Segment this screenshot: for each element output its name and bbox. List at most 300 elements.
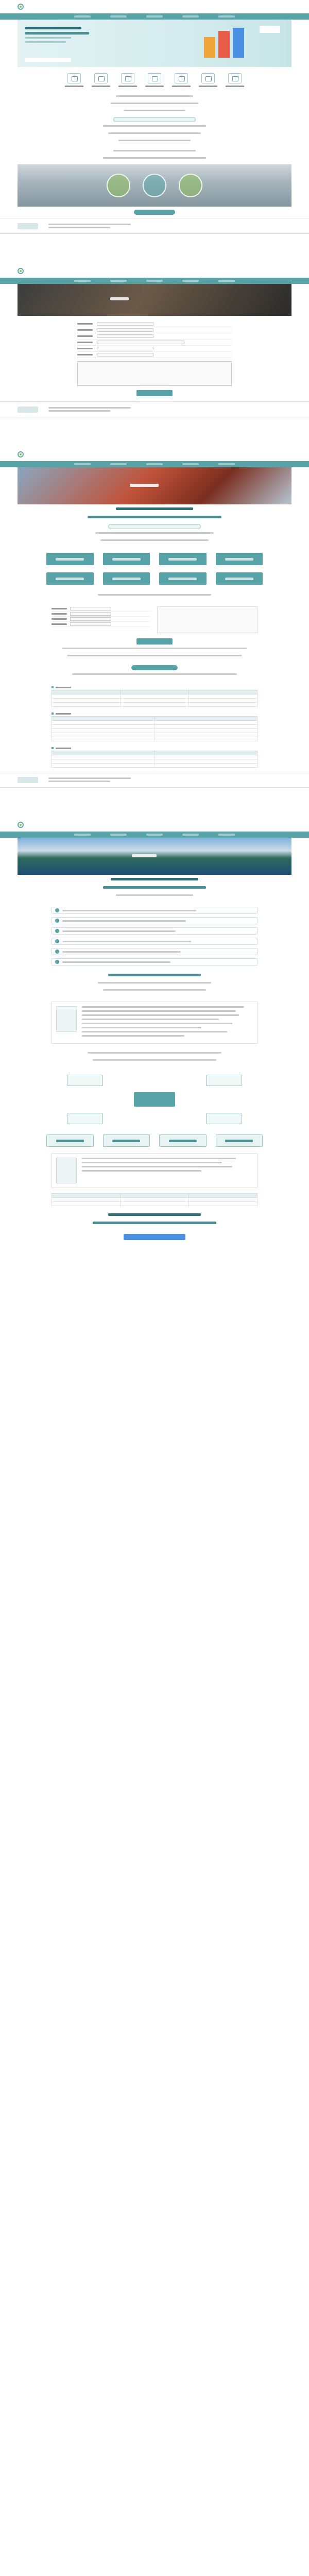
footer-line [48,227,110,228]
table-cell [52,703,121,707]
list-item-text [62,910,196,911]
table-header [154,717,258,721]
solar-panel-icon [67,73,81,83]
process-heading-2 [88,516,221,518]
table-cell [154,725,258,729]
benefit-list [52,907,258,965]
overview-line [116,894,193,896]
detail-line [82,1010,236,1012]
intro-text-2 [0,147,309,164]
intro-line [113,150,196,151]
overview-line [98,982,211,984]
logo-icon [18,268,24,274]
list-item-text [62,961,170,963]
sub-hero [18,284,291,316]
feature-circle [179,174,202,197]
table-cell [52,721,155,725]
nav-item[interactable] [74,280,91,282]
number-icon [55,939,59,943]
footer-line [48,781,110,782]
feature-banner [18,164,291,207]
closing-heading [108,1213,201,1216]
nav-item[interactable] [182,463,199,465]
footer-logo [18,223,38,229]
inquiry-section [0,264,309,417]
section-gap [0,787,309,818]
nav-item[interactable] [74,15,91,18]
diagram-center [134,1092,175,1107]
chart-icon [148,73,161,83]
sub-hero [18,467,291,504]
notice-text [0,645,309,662]
process-highlight [108,524,201,529]
nav-item[interactable] [182,280,199,282]
bullet-icon [52,713,54,715]
header [0,0,309,13]
table-cell [52,1202,121,1206]
list-item [52,907,258,914]
structure-line [88,1052,221,1054]
apply-heading [0,591,309,601]
footer [0,218,309,233]
form-input[interactable] [70,612,111,616]
sub-hero-title [110,297,129,300]
intro-line [103,125,206,127]
flow-step-label [225,1140,253,1142]
schedule-table [52,745,258,768]
table [52,690,258,707]
sub-hero-title [132,854,157,857]
nav-item[interactable] [182,15,199,18]
detail-line [82,1031,227,1032]
table-cell [121,694,189,699]
table-row [52,699,258,703]
logo[interactable] [18,4,26,10]
list-item [52,927,258,935]
table-row [52,729,258,733]
form-input[interactable] [97,334,153,338]
overview-line [103,989,206,991]
logo-icon [18,822,24,828]
detail-box [52,1002,258,1044]
feature-circle [107,174,130,197]
table [52,751,258,768]
form-label [77,348,93,349]
table-title [52,685,258,690]
form-input[interactable] [97,347,153,350]
nav-item[interactable] [218,280,235,282]
notice-line [67,655,242,656]
table-header [52,1194,121,1198]
overview-intro [0,875,309,902]
form-row [52,617,151,622]
quick-menu-item[interactable] [224,73,246,87]
form-input[interactable] [97,341,184,344]
quick-menu-item[interactable] [117,73,139,87]
form-row [77,346,232,352]
footer-line [48,407,131,409]
footer [0,401,309,417]
table-header [189,1194,258,1198]
building-icon [56,1158,77,1183]
table-header-row [52,1194,258,1198]
quick-menu-label [92,86,110,87]
notice-line [62,648,247,649]
table-cell [189,1198,258,1202]
form-row [77,333,232,340]
partner-line [82,1162,222,1163]
footer [0,772,309,787]
detail-line [82,1027,201,1028]
number-icon [55,919,59,923]
list-item-text [62,951,181,953]
documents-table [52,711,258,741]
table-cell [154,755,258,759]
section-gap [0,417,309,448]
structure-diagram [62,1072,247,1128]
quick-menu-label [65,86,83,87]
detail-line [82,1035,184,1037]
form-input[interactable] [70,617,111,621]
wrench-icon [201,73,215,83]
message-textarea[interactable] [77,361,232,386]
graphic-bar [218,31,230,58]
quick-menu-item[interactable] [144,73,165,87]
form-label [52,613,67,615]
flow-step [159,553,207,565]
nav-item[interactable] [218,834,235,836]
quick-menu-label [118,86,137,87]
structure-line [93,1059,216,1061]
document-icon [56,1006,77,1032]
form-row [77,327,232,333]
flow-step-label [56,1140,84,1142]
main-nav [0,461,309,467]
partner-line [82,1170,201,1172]
apply-button[interactable] [136,638,173,645]
table-cell [52,764,155,768]
table-cell [52,1198,121,1202]
process-heading [116,507,193,510]
bullet-icon [52,686,54,688]
quick-menu-label [145,86,164,87]
table-header-row [52,690,258,694]
flow-step-label [168,578,197,580]
phone-icon [228,73,242,83]
table-cell [154,721,258,725]
requirements-line [72,673,237,675]
table-row [52,1202,258,1206]
quick-menu-item[interactable] [90,73,112,87]
form-label [52,618,67,620]
list-item [52,958,258,965]
flow-step-label [56,558,84,561]
quick-menu [0,67,309,92]
table-title [52,711,258,716]
flow-step [216,553,263,565]
header [0,818,309,832]
list-item [52,917,258,924]
form-label [77,329,93,331]
form-row [77,352,232,358]
table-cell [154,729,258,733]
process-line [95,532,214,534]
table-header-row [52,751,258,755]
list-item-text [62,920,186,922]
nav-item[interactable] [110,463,127,465]
table-row [52,694,258,699]
form-row [52,606,151,612]
list-item [52,948,258,955]
form-row [52,622,151,627]
diagram-node [206,1075,242,1086]
form-label [77,342,93,343]
nav-item[interactable] [110,15,127,18]
table-header [121,690,189,694]
partner-line [82,1158,236,1159]
hero-title [25,27,81,29]
nav-item[interactable] [218,15,235,18]
quick-menu-item[interactable] [63,73,85,87]
table-cell [189,699,258,703]
flow-step [159,572,207,585]
home-section [0,0,309,233]
hero-badge [260,26,280,33]
section-gap [0,233,309,264]
hero-graphic [188,25,255,61]
intro-text [0,92,309,147]
graphic-bar [204,37,215,58]
form-input[interactable] [70,622,111,626]
flow-step [46,553,94,565]
flow-step [103,553,150,565]
table-row [52,725,258,729]
table-cell [189,1202,258,1206]
diagram-node [67,1075,103,1086]
table-cell [121,699,189,703]
form-row [77,321,232,327]
number-icon [55,929,59,933]
diagram-node [67,1113,103,1124]
flow-step [159,1134,207,1147]
table-header [189,690,258,694]
inquiry-form [77,321,232,396]
nav-item[interactable] [74,463,91,465]
logo-icon [18,451,24,457]
flow-step-label [225,578,253,580]
overview-section [0,818,309,1244]
structure-intro [0,1049,309,1066]
nav-item[interactable] [182,834,199,836]
flow-step-label [112,1140,140,1142]
nav-item[interactable] [146,280,163,282]
nav-item[interactable] [74,834,91,836]
table-row [52,703,258,707]
building-icon [175,73,188,83]
intro-line [118,140,191,141]
flow-step [46,1134,94,1147]
process-intro [0,504,309,547]
quick-menu-label [172,86,191,87]
table-header [52,717,155,721]
table-header [154,751,258,755]
apply-form-left [52,606,151,633]
operation-flow [46,1134,263,1147]
form-label [77,354,93,355]
flow-step-label [225,558,253,561]
cta-button[interactable] [134,210,175,215]
detail-line [82,1006,244,1008]
hero-subtitle-2 [25,41,66,43]
list-item [52,938,258,945]
table-title-text [56,713,71,715]
table-row [52,1198,258,1202]
nav-item[interactable] [146,463,163,465]
detail-line [82,1014,239,1016]
flow-step-label [169,1140,197,1142]
form-input[interactable] [97,353,153,357]
table-row [52,733,258,737]
sub-hero [18,838,291,875]
table-cell [189,694,258,699]
flow-step-label [112,558,141,561]
table-row [52,737,258,741]
process-flow [46,553,263,585]
diagram-node [206,1113,242,1124]
footer-line [48,777,131,779]
overview-heading-2 [103,886,206,889]
footer-line [48,224,131,225]
submit-button[interactable] [136,390,173,396]
handshake-icon [121,73,134,83]
hero-caption [25,58,71,62]
number-icon [55,908,59,912]
footer-logo [18,406,38,413]
requirements-heading [0,662,309,681]
logo[interactable] [18,451,26,457]
message-textarea[interactable] [157,606,258,633]
footer-info [48,407,131,412]
footer-info [48,777,131,782]
logo[interactable] [18,268,26,274]
table-row [52,759,258,764]
form-row [52,612,151,617]
partner-text [82,1158,253,1183]
header [0,448,309,461]
process-section [0,448,309,787]
sub-hero-title [130,484,159,487]
flow-step [103,1134,150,1147]
nav-item[interactable] [146,15,163,18]
table [52,716,258,741]
table-row [52,764,258,768]
flow-step [216,572,263,585]
nav-item[interactable] [110,280,127,282]
table-cell [121,703,189,707]
overview-sub-intro [0,971,309,996]
document-icon [94,73,108,83]
quick-menu-label [199,86,217,87]
table-cell [52,725,155,729]
table-cell [52,737,155,741]
main-nav [0,832,309,838]
footer-info [48,224,131,228]
closing [0,1210,309,1230]
overview-sub-heading [108,974,201,976]
flow-step-label [168,558,197,561]
apply-form [52,606,258,633]
table-cell [52,755,155,759]
form-input[interactable] [70,607,111,611]
intro-line [124,110,185,111]
quick-menu-item[interactable] [197,73,219,87]
intro-line [111,103,198,104]
intro-line [103,157,206,159]
footer-line [48,410,110,412]
table-cell [154,764,258,768]
requirements-title [131,665,178,670]
flow-step [216,1134,263,1147]
intro-line [116,95,193,97]
table-cell [52,759,155,764]
apply-line [98,594,211,596]
overview-heading [111,878,198,880]
hero-banner [18,20,291,67]
table-cell [154,733,258,737]
feature-circle [143,174,166,197]
flow-step [46,572,94,585]
table-cell [52,729,155,733]
header [0,264,309,278]
form-input[interactable] [97,328,153,332]
table-title [52,745,258,751]
quick-menu-label [226,86,244,87]
table-header [121,1194,189,1198]
nav-item[interactable] [146,834,163,836]
form-input[interactable] [97,322,153,326]
nav-item[interactable] [218,463,235,465]
table [52,1193,258,1206]
footer-logo [18,777,38,783]
table-cell [121,1202,189,1206]
overview-table [52,1193,258,1206]
detail-line [82,1023,232,1024]
apply-cta-button[interactable] [124,1234,185,1240]
requirements-table [52,685,258,707]
hero-title-2 [25,32,89,35]
number-icon [55,960,59,964]
partner-line [82,1166,232,1167]
logo[interactable] [18,822,26,828]
cta-area [0,207,309,218]
table-title-text [56,748,71,749]
table-title-text [56,687,71,688]
main-nav [0,278,309,284]
detail-line [82,1019,219,1020]
nav-item[interactable] [110,834,127,836]
intro-highlight [113,117,196,122]
hero-subtitle [25,37,71,39]
table-header-row [52,717,258,721]
flow-step-label [112,578,141,580]
flow-step [103,572,150,585]
form-label [77,323,93,325]
table-cell [154,737,258,741]
list-item-text [62,941,191,942]
form-label [52,608,67,609]
table-header [52,690,121,694]
quick-menu-item[interactable] [170,73,192,87]
